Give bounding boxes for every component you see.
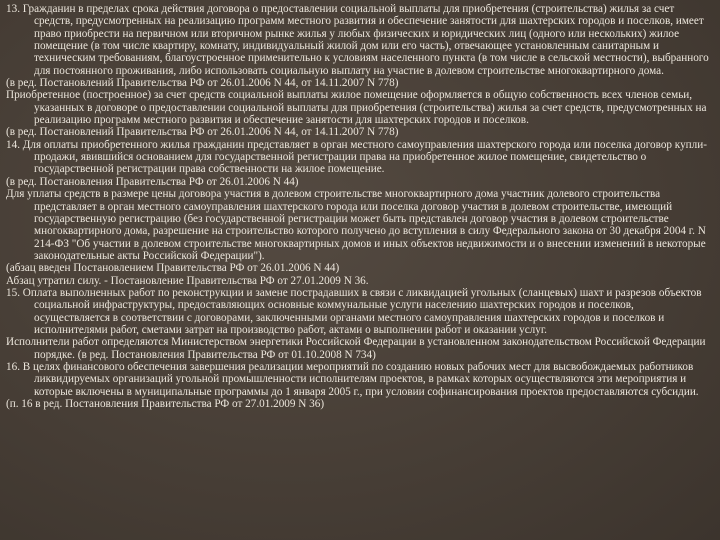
paragraph-contractors: Исполнители работ определяются Министерством энергетики Российской Федерации в установленном законодательством Российской Федерации порядке. (в ред. Постановления Правительства РФ от 01.10.2008 N 734) — [6, 336, 706, 361]
paragraph-shared-construction: Для уплаты средств в размере цены договора участия в долевом строительстве многоквартирного дома участник долевого строительства представляет в орган местного самоуправления шахтерского города или поселка договор участия в долевом строительстве, имеющий государственную регистрацию (без государственной регистрации может быть представлен договор участия в долевом строительстве многоквартирного дома, разрешение на строительство которого получено до вступления в силу Федерального закона от 30 декабря 2004 г. N 214-ФЗ "Об участии в долевом строительстве многоквартирных домов и иных объектов недвижимости и о внесении изменений в некоторые законодательные акты Российской Федерации"). — [6, 188, 706, 262]
amendment-note: (в ред. Постановления Правительства РФ от 26.01.2006 N 44) — [6, 175, 299, 188]
paragraph-item-14: 14. Для оплаты приобретенного жилья гражданин представляет в орган местного самоуправления шахтерского города или поселка договор купли-продажи, явившийся основанием для государственной регистрации права на приобретенное жилое помещение, свидетельство о государственной регистрации права собственности на жилое помещение. — [6, 138, 707, 176]
amendment-note: (п. 16 в ред. Постановления Правительства РФ от 27.01.2009 N 36) — [6, 398, 325, 410]
paragraph-item-13: 13. Гражданин в пределах срока действия договора о предоставлении социальной выплаты для приобретения (строительства) жилья за счет средств, предусмотренных на реализацию программ местного развития и обеспечение занятости для шахтерских городов и поселков, имеет право приобрести на первичном или вторичном рынке жилья у любых физических и юридических лиц (одного или нескольких) жилое помещение (в том числе квартиру, комнату, индивидуальный жилой дом или его часть), отвечающее установленным санитарным и техническим требованиям, благоустроенное применительно к условиям населенного пункта (в том числе в сельской местности), выбранного для постоянного проживания, либо использовать социальную выплату на участие в долевом строительстве многоквартирного дома. — [6, 3, 709, 77]
document-body — [6, 3, 712, 410]
amendment-note: (в ред. Постановлений Правительства РФ от 26.01.2006 N 44, от 14.11.2007 N 778) — [6, 126, 399, 139]
paragraph-ownership: Приобретенное (построенное) за счет средств социальной выплаты жилое помещение оформляется в общую собственность всех членов семьи, указанных в договоре о предоставлении социальной выплаты для приобретения (строительства) жилья за счет средств, предусмотренных на реализацию программ местного развития и обеспечение занятости для шахтерских городов и поселков. — [6, 89, 707, 127]
paragraph-item-15: 15. Оплата выполненных работ по реконструкции и замене пострадавших в связи с ликвидацией угольных (сланцевых) шахт и разрезов объектов социальной инфраструктуры, предоставляющих основные коммунальные услуги населению шахтерских городов и поселков, осуществляется в соответствии с договорами, заключенными органами местного самоуправления шахтерских городов и поселков и исполнителями работ, сметами затрат на производство работ, актами о выполнении работ и оказании услуг. — [6, 286, 702, 336]
paragraph-item-16: 16. В целях финансового обеспечения завершения реализации мероприятий по созданию новых рабочих мест для высвобождаемых работников ликвидируемых организаций угольной промышленности исполнителям проектов, в рамках которых осуществляются эти мероприятия и которые включены в муниципальные программы до 1 января 2005 г., при условии софинансирования проектов предоставляются субсидии. — [6, 360, 699, 398]
paragraph-repealed: Абзац утратил силу. - Постановление Правительства РФ от 27.01.2009 N 36. — [6, 274, 369, 287]
amendment-note: (в ред. Постановлений Правительства РФ от 26.01.2006 N 44, от 14.11.2007 N 778) — [6, 77, 399, 90]
amendment-note: (абзац введен Постановлением Правительства РФ от 26.01.2006 N 44) — [6, 262, 340, 275]
